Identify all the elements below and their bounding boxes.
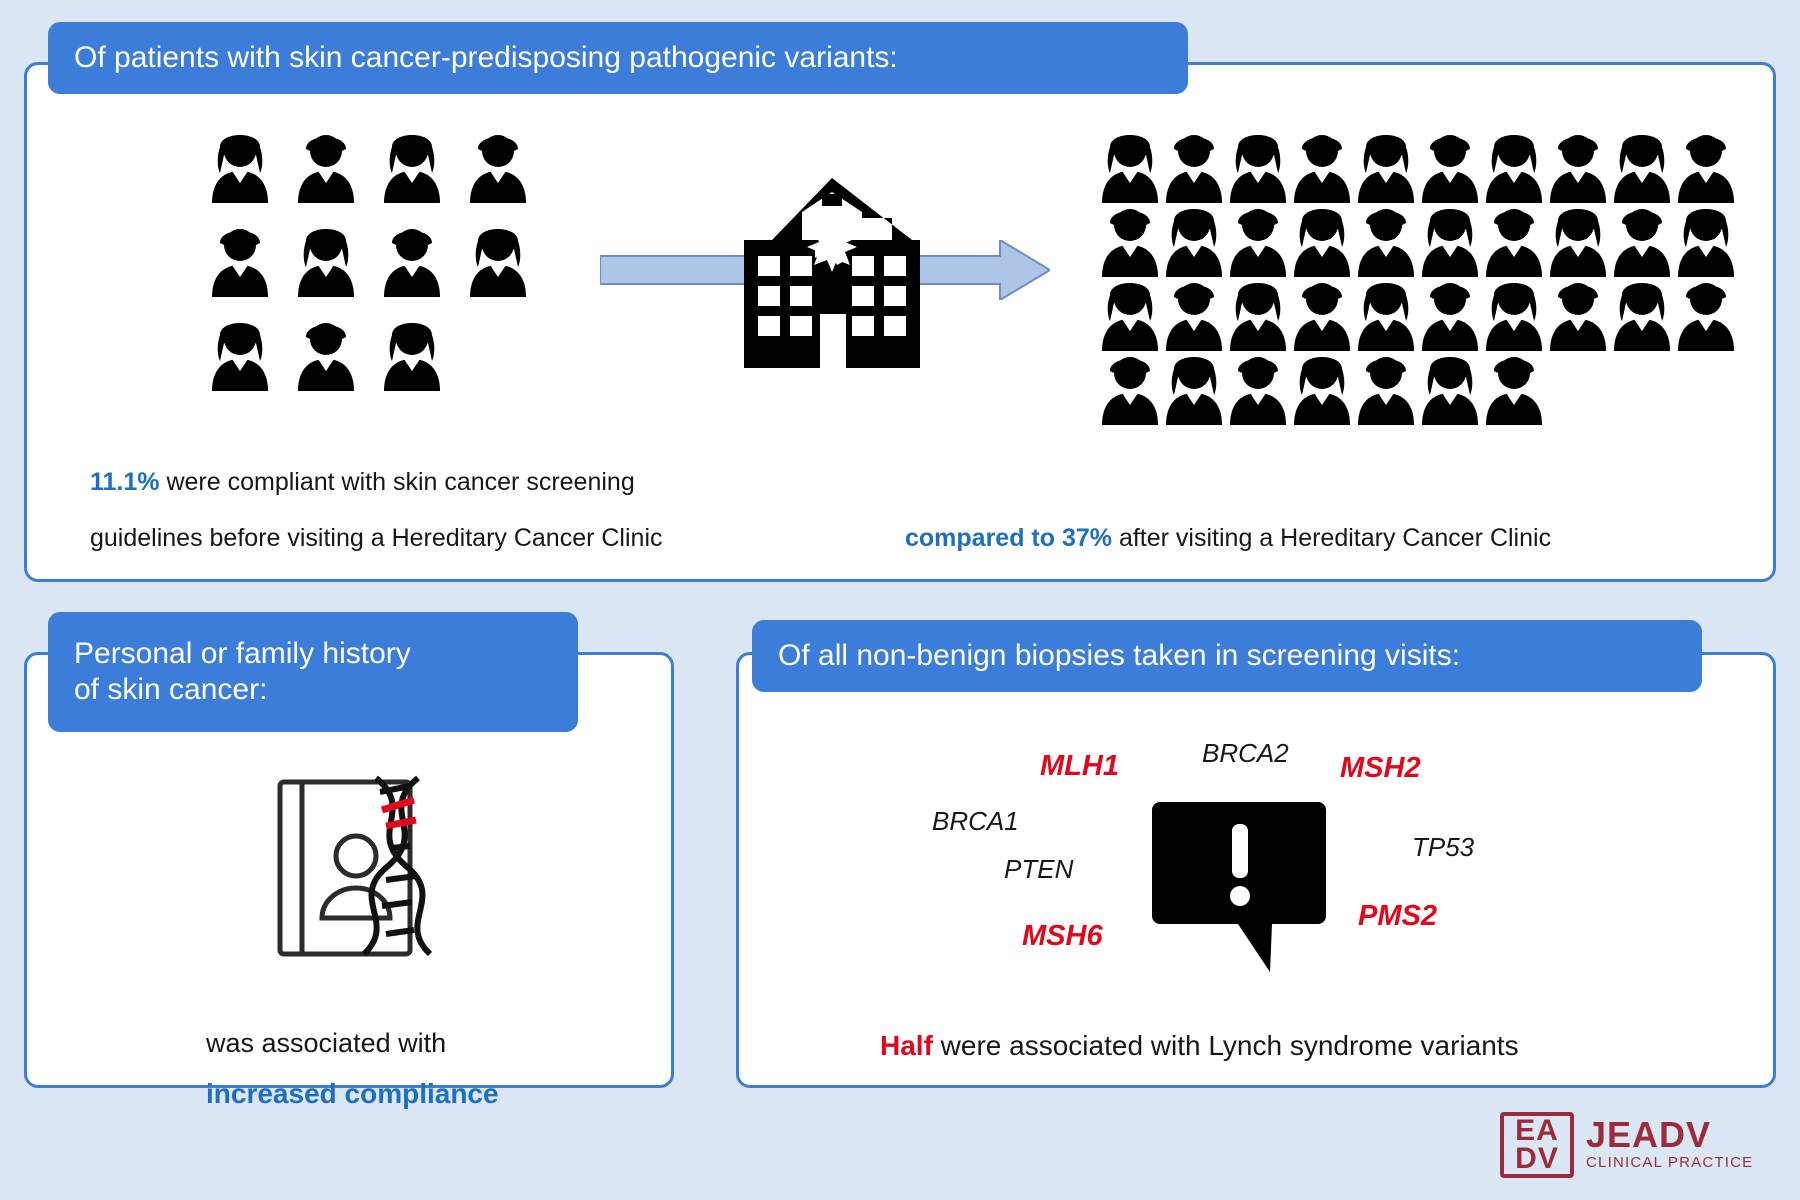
left-panel-tab-line1: Personal or family history — [74, 637, 411, 670]
right-panel-caption-strong: Half — [880, 1030, 933, 1061]
person-icon — [210, 313, 270, 396]
gene-msh2: MSH2 — [1340, 752, 1421, 784]
person-icon — [1612, 199, 1672, 282]
person-icon — [1484, 125, 1544, 208]
person-icon — [1420, 199, 1480, 282]
patients-before-group — [210, 125, 560, 415]
person-icon — [382, 219, 442, 302]
right-panel-tab-label: Of all non-benign biopsies taken in screening visits: — [778, 639, 1461, 672]
person-icon — [1356, 273, 1416, 356]
jeadv-logo — [1500, 1108, 1780, 1182]
person-icon — [1420, 125, 1480, 208]
person-icon — [1356, 347, 1416, 430]
right-panel-caption — [880, 1030, 1519, 1062]
logo-title: JEADV — [1586, 1114, 1712, 1155]
logo-subtitle: CLINICAL PRACTICE — [1586, 1154, 1754, 1171]
person-icon — [296, 125, 356, 208]
person-icon — [1228, 125, 1288, 208]
person-icon — [1676, 273, 1736, 356]
patients-after-group — [1100, 125, 1740, 455]
person-icon — [468, 125, 528, 208]
person-icon — [1612, 273, 1672, 356]
left-panel-tab — [48, 612, 578, 732]
right-panel-caption-rest: were associated with Lynch syndrome variants — [932, 1030, 1519, 1061]
gene-brca2: BRCA2 — [1202, 738, 1289, 768]
gene-mlh1: MLH1 — [1040, 750, 1119, 782]
person-icon — [210, 125, 270, 208]
person-icon — [1164, 125, 1224, 208]
gene-msh6: MSH6 — [1022, 920, 1103, 952]
person-icon — [1292, 273, 1352, 356]
person-icon — [1548, 125, 1608, 208]
before-caption-line2: guidelines before visiting a Hereditary Cancer Clinic — [90, 524, 663, 552]
left-panel-tab-line2: of skin cancer: — [74, 673, 268, 706]
left-panel-caption: was associated with — [206, 1028, 447, 1058]
gene-brca1: BRCA1 — [932, 806, 1019, 836]
eadv-logo-mark — [1500, 1112, 1574, 1178]
person-icon — [1100, 125, 1160, 208]
person-icon — [296, 313, 356, 396]
left-panel-highlight: increased compliance — [206, 1078, 499, 1109]
family-history-dna-icon — [258, 770, 458, 970]
person-icon — [1292, 347, 1352, 430]
exclamation-speech-bubble-icon — [1152, 798, 1342, 978]
gene-tp53: TP53 — [1412, 832, 1475, 862]
after-caption — [905, 524, 1551, 553]
person-icon — [1356, 125, 1416, 208]
person-icon — [468, 219, 528, 302]
person-icon — [1676, 199, 1736, 282]
hospital-icon — [712, 178, 952, 368]
person-icon — [382, 125, 442, 208]
before-caption-rest: were compliant with skin cancer screening — [159, 468, 635, 496]
person-icon — [1676, 125, 1736, 208]
top-panel-tab — [48, 22, 1188, 94]
top-panel-tab-label: Of patients with skin cancer-predisposing pathogenic variants: — [74, 41, 898, 74]
person-icon — [1548, 199, 1608, 282]
person-icon — [1420, 273, 1480, 356]
person-icon — [1100, 199, 1160, 282]
person-icon — [1484, 199, 1544, 282]
person-icon — [1228, 347, 1288, 430]
person-icon — [1356, 199, 1416, 282]
person-icon — [382, 313, 442, 396]
person-icon — [1164, 199, 1224, 282]
person-icon — [210, 219, 270, 302]
right-panel-tab — [752, 620, 1702, 692]
person-icon — [1612, 125, 1672, 208]
person-icon — [1100, 273, 1160, 356]
gene-pten: PTEN — [1004, 854, 1074, 884]
person-icon — [1228, 199, 1288, 282]
after-caption-rest: after visiting a Hereditary Cancer Clinic — [1112, 524, 1552, 552]
person-icon — [1164, 347, 1224, 430]
gene-pms2: PMS2 — [1358, 900, 1437, 932]
person-icon — [1164, 273, 1224, 356]
person-icon — [296, 219, 356, 302]
person-icon — [1292, 199, 1352, 282]
person-icon — [1100, 347, 1160, 430]
after-percent: compared to 37% — [905, 524, 1113, 552]
person-icon — [1292, 125, 1352, 208]
person-icon — [1484, 347, 1544, 430]
person-icon — [1228, 273, 1288, 356]
person-icon — [1420, 347, 1480, 430]
before-caption-line1 — [90, 468, 635, 497]
person-icon — [1548, 273, 1608, 356]
before-percent: 11.1% — [90, 468, 160, 496]
logo-mark-top: EA — [1515, 1114, 1559, 1147]
logo-mark-bottom: DV — [1515, 1142, 1559, 1175]
person-icon — [1484, 273, 1544, 356]
